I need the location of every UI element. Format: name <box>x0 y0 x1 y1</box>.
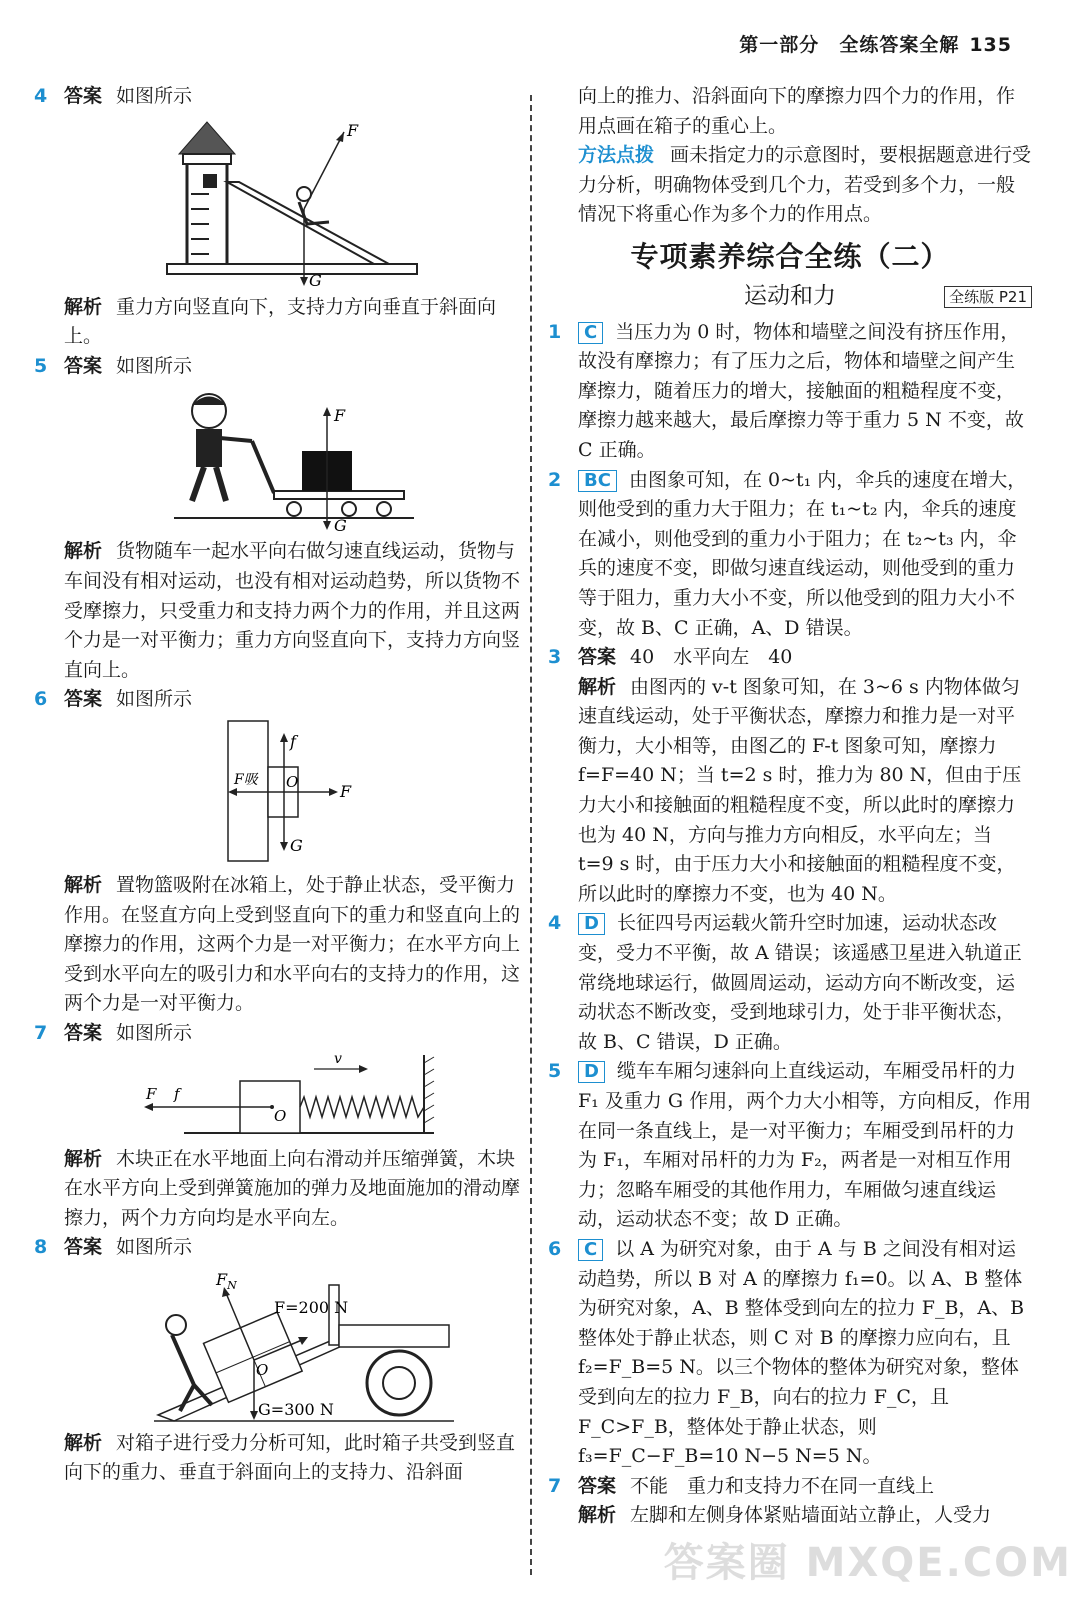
section-subtitle: 运动和力 <box>744 282 836 309</box>
analysis-text: 左脚和左侧身体紧贴墙面站立静止，人受力 <box>630 1504 992 1527</box>
force-G-label: G <box>309 270 322 289</box>
item-text: 由图象可知，在 0~t₁ 内，伞兵的速度在增大，则他受到的重力大于阻力；在 t₁~t₂ 内，伞兵的速度在减小，则他受到的重力小于阻力；在 t₂~t₃ 内，伞兵的速度不变，即做匀速直线运动，则他受到的重力等于阻力，重力大小不变，所以他受到的阻力大小不变，故 B、C 正确，A、D 错误。 <box>578 468 1027 639</box>
column-divider <box>530 95 532 1575</box>
answer-tag: 答案 <box>64 1236 103 1259</box>
question-8 <box>34 1233 520 1488</box>
page-number: 135 <box>969 34 1012 56</box>
analysis-text: 货物随车一起水平向右做匀速直线运动，货物与车间没有相对运动，也没有相对运动趋势，所以货物不受摩擦力，只受重力和支持力两个力的作用，并且这两个力是一对平衡力；重力方向竖直向下，支持力方向竖直向上。 <box>64 540 521 681</box>
item-text: 当压力为 0 时，物体和墙壁之间没有挤压作用，故没有摩擦力；有了压力之后，物体和墙壁之间产生摩擦力，随着压力的增大，接触面的粗糙程度不变，摩擦力越来越大，最后摩擦力等于重力 5 N 不变，故 C 正确。 <box>578 320 1024 461</box>
block-spring-diagram <box>144 1051 444 1141</box>
question-number: 6 <box>34 688 48 711</box>
analysis-text: 重力方向竖直向下，支持力方向垂直于斜面向上。 <box>64 295 497 348</box>
answer-tag: 答案 <box>64 85 103 107</box>
header-title: 全练答案全解 <box>839 34 960 56</box>
reference-badge: 全练版 P21 <box>944 286 1032 308</box>
question-number: 7 <box>34 1021 48 1044</box>
question-5 <box>34 352 520 686</box>
force-F200-label: F=200 N <box>274 1297 349 1317</box>
section-title: 专项素养综合全练（二） <box>630 239 950 273</box>
answer-text: 如图所示 <box>116 688 193 711</box>
basket-force-diagram <box>224 717 374 867</box>
tip-tag: 方法点拨 <box>578 144 655 167</box>
answer-tag: 答案 <box>578 1474 617 1497</box>
question-7 <box>34 1019 520 1233</box>
answer-text: 如图所示 <box>116 354 193 377</box>
force-G300-label: G=300 N <box>258 1399 334 1419</box>
question-number: 1 <box>548 320 562 343</box>
force-FN-label: $F_N$ <box>216 1269 237 1292</box>
analysis-tag: 解析 <box>64 1431 103 1454</box>
answer-badge: D <box>578 913 605 935</box>
force-F-label: F <box>347 120 359 140</box>
center-O-label: O <box>286 772 299 791</box>
analysis-text: 由图丙的 v-t 图象可知，在 3~6 s 内物体做匀速直线运动，处于平衡状态，摩擦力和推力是一对平衡力，大小相等，由图乙的 F-t 图象可知，摩擦力 f=F=40 N；当 t=2 s 时，推力为 80 N，但由于压力大小和接触面的粗糙程度不变，所以此时的摩擦力也为 40 N，方向与推力方向相反，水平向左；当 t=9 s 时，由于压力大小和接触面的粗糙程度不变，所以此时的摩擦力不变，也为 40 N。 <box>578 675 1022 905</box>
tip-text: 画未指定力的示意图时，要根据题意进行受力分析，明确物体受到几个力，若受到多个力，一般情况下将重心作为多个力的作用点。 <box>578 144 1032 226</box>
question-number: 4 <box>548 912 562 935</box>
force-F-label: F <box>340 781 352 801</box>
watermark: 答案圈 MXQE.COM <box>663 1540 1072 1586</box>
question-number: 5 <box>548 1060 562 1083</box>
force-f-label: f <box>290 731 296 751</box>
question-number: 5 <box>34 354 48 377</box>
right-column <box>548 82 1032 1531</box>
center-O-label: O <box>274 1106 287 1125</box>
question-number: 6 <box>548 1237 562 1260</box>
item-4 <box>548 909 1032 1057</box>
analysis-text: 置物篮吸附在冰箱上，处于静止状态，受平衡力作用。在竖直方向上受到竖直向下的重力和竖直向上的摩擦力的作用，这两个力是一对平衡力；在水平方向上受到水平向左的吸引力和水平向右的支持力的作用，这两个力是一对平衡力。 <box>64 873 521 1015</box>
question-4 <box>34 82 520 352</box>
question-number: 7 <box>548 1474 562 1497</box>
answer-text: 如图所示 <box>116 1021 193 1044</box>
item-3 <box>548 643 1032 909</box>
q8-continuation: 向上的推力、沿斜面向下的摩擦力四个力的作用，作用点画在箱子的重心上。 <box>578 85 1016 137</box>
analysis-tag: 解析 <box>64 295 103 318</box>
answer-tag: 答案 <box>64 1021 103 1044</box>
answer-text: 如图所示 <box>116 85 193 107</box>
question-number: 2 <box>548 468 562 491</box>
answer-text: 40 水平向左 40 <box>630 646 793 669</box>
item-text: 以 A 为研究对象，由于 A 与 B 之间没有相对运动趋势，所以 B 对 A 的摩擦力 f₁=0。以 A、B 整体为研究对象，A、B 整体受到向左的拉力 F_B，A、B 整体处于静止状态，则 C 对 B 的摩擦力应向右，且 f₂=F_B=5 N。以三个物体的整体为研究对象，整体受到向左的拉力 F_B，向右的拉力 F_C，且 F_C>F_B，整体处于静止状态，则 f₃=F_C−F_B=10 N−5 N=5 N。 <box>578 1237 1025 1468</box>
header-part: 第一部分 <box>739 34 820 56</box>
force-Fxi-label: F吸 <box>234 771 258 788</box>
item-7 <box>548 1472 1032 1531</box>
ramp-box-force-diagram <box>154 1265 464 1425</box>
force-G-label: G <box>334 516 347 534</box>
item-text: 长征四号丙运载火箭升空时加速，运动状态改变，受力不平衡，故 A 错误；该遥感卫星进入轨道正常绕地球运行，做圆周运动，运动方向不断改变，运动状态不断改变，受到地球引力，处于非平衡状态，故 B、C 错误，D 正确。 <box>578 912 1022 1053</box>
left-column <box>34 82 520 1488</box>
analysis-tag: 解析 <box>64 1147 103 1170</box>
analysis-tag: 解析 <box>64 873 103 896</box>
slide-force-diagram <box>159 114 449 289</box>
question-number: 8 <box>34 1236 48 1259</box>
item-5 <box>548 1057 1032 1235</box>
page-header <box>739 30 1012 57</box>
velocity-v-label: v <box>334 1050 342 1067</box>
force-G-label: G <box>290 835 303 855</box>
analysis-tag: 解析 <box>578 1504 617 1527</box>
answer-tag: 答案 <box>64 354 103 377</box>
question-6 <box>34 685 520 1019</box>
item-2 <box>548 466 1032 644</box>
answer-badge: BC <box>578 470 617 492</box>
answer-badge: C <box>578 1239 603 1261</box>
method-tip <box>548 141 1032 230</box>
force-f-label: f <box>174 1084 180 1103</box>
question-number: 3 <box>548 646 562 669</box>
analysis-tag: 解析 <box>578 675 617 698</box>
force-F-label: F <box>334 406 346 426</box>
item-1 <box>548 318 1032 466</box>
item-text: 缆车车厢匀速斜向上直线运动，车厢受吊杆的力 F₁ 及重力 G 作用，两个力大小相等，方向相反，作用在同一条直线上，是一对平衡力；车厢受到吊杆的力为 F₁，车厢对吊杆的力为 F₂，两者是一对相互作用力；忽略车厢受的其他作用力，车厢做匀速直线运动，运动状态不变；故 D 正确。 <box>578 1060 1032 1231</box>
answer-badge: D <box>578 1061 605 1083</box>
answer-badge: C <box>578 322 603 344</box>
analysis-tag: 解析 <box>64 540 103 563</box>
answer-tag: 答案 <box>578 646 617 669</box>
answer-text: 不能 重力和支持力不在同一直线上 <box>630 1474 935 1497</box>
force-F-label: F <box>146 1084 157 1103</box>
item-6 <box>548 1235 1032 1472</box>
cart-force-diagram <box>174 383 424 533</box>
answer-tag: 答案 <box>64 688 103 711</box>
subtitle-row <box>548 282 1032 318</box>
answer-text: 如图所示 <box>116 1236 193 1259</box>
analysis-text: 对箱子进行受力分析可知，此时箱子共受到竖直向下的重力、垂直于斜面向上的支持力、沿斜面 <box>64 1431 516 1484</box>
analysis-text: 木块正在水平地面上向右滑动并压缩弹簧，木块在水平方向上受到弹簧施加的弹力及地面施加的滑动摩擦力，两个力方向均是水平向左。 <box>64 1147 521 1229</box>
question-number: 4 <box>34 85 48 107</box>
center-O-label: O <box>256 1360 269 1379</box>
